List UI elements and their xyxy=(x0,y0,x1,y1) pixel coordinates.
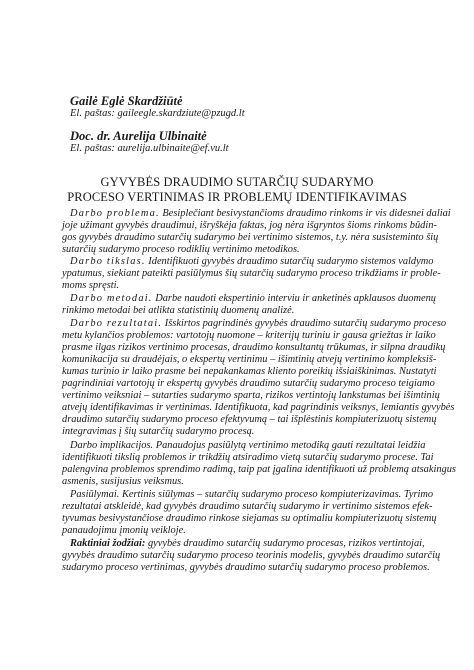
abstract-line: asmenis, susijusius veiksmus. xyxy=(62,476,184,487)
abstract-line: moms spręsti. xyxy=(62,280,120,291)
abstract-line: rezultatai atskleidė, kad gyvybės draudimo sutarčių sudarymo ir vertinimo sistemos efek- xyxy=(62,501,433,512)
abstract-line: sudarymo proceso vertinimas, gyvybės draudimo sutarčių sudarymo proceso problemos. xyxy=(62,562,430,573)
abstract-line: tyvumas besivystančiose draudimo rinkose siejamas su optimaliu kompiuterizuotų sistemų xyxy=(62,513,437,524)
abstract-line: Pasiūlymai. Kertinis siūlymas – sutarčių sudarymo proceso kompiuterizavimas. Tyrimo xyxy=(70,489,434,500)
author-name: Doc. dr. Aurelija Ulbinaitė xyxy=(70,129,207,143)
abstract-line: Darbo implikacijos. Panaudojus pasiūlytą vertinimo metodiką gauti rezultatai leidžia xyxy=(70,440,426,451)
author-email: El. paštas: gaileegle.skardziute@pzugd.lt xyxy=(70,108,245,119)
abstract-line: palengvina problemos sprendimo radimą, taip pat įgalina identifikuoti už problemą atsakingus xyxy=(62,464,456,475)
abstract-line: atvejų identifikavimas ir vertinimas. Identifikuota, kad pagrindinis veiksnys, lemiantis gyvybės xyxy=(62,402,455,413)
abstract-line: Darbo rezultatai. Išskirtos pagrindinės gyvybės draudimo sutarčių sudarymo proceso xyxy=(70,318,447,329)
abstract-line: Raktiniai žodžiai: gyvybės draudimo sutarčių sudarymo procesas, rizikos vertintojai, xyxy=(70,538,425,549)
abstract-line: sutarčių sudarymo proceso rodiklių vertinimo metodikos. xyxy=(62,244,300,255)
abstract-line: vertinimo veiksniai – sutarties sudarymo sparta, rizikos vertintojų lankstumas bei išimtinių xyxy=(62,390,440,401)
section-label: Raktiniai žodžiai: xyxy=(70,538,146,549)
abstract-line: pagrindiniai vartotojų ir ekspertų gyvybės draudimo sutarčių sudarymo proceso teigiamo xyxy=(62,378,435,389)
section-label: Pasiūlymai. xyxy=(70,489,120,500)
abstract-line: Darbo problema. Besiplečiant besivystančioms draudimo rinkoms ir vis didesnei daliai xyxy=(70,208,451,219)
section-label: Darbo tikslas. xyxy=(70,256,146,267)
abstract-line: ypatumus, siekiant pateikti pasiūlymus šių sutarčių sudarymo proceso trikdžiams ir proble- xyxy=(62,268,441,279)
abstract-line: Darbo tikslas. Identifikuoti gyvybės draudimo sutarčių sudarymo sistemos valdymo xyxy=(70,256,434,267)
author-email: El. paštas: aurelija.ulbinaite@ef.vu.lt xyxy=(70,143,229,154)
section-label: Darbo problema. xyxy=(70,208,160,219)
abstract-line: integravimas į šių sutarčių sudarymo procesą. xyxy=(62,426,255,437)
abstract-line: prasme ilgas rizikos vertinimo procesas, draudimo konsultantų trūkumas, ir silpna draudikų xyxy=(62,342,446,353)
abstract-line: joje užimant gyvybės draudimui, išryškėja faktas, jog nėra išgryntos šioms rinkoms būdin- xyxy=(62,220,437,231)
section-label: Darbo rezultatai. xyxy=(70,318,163,329)
abstract-line: metu kylančios problemos: vartotojų nuomone – kriterijų turiniu ir gausa griežtas ir laiko xyxy=(62,330,436,341)
abstract-line: rinkimo metodai bei atlikta statistinių duomenų analizė. xyxy=(62,305,295,316)
abstract-line: komunikacija su draudėjais, o ekspertų vertinimu – išimtinių atvejų vertinimo kompleksiš- xyxy=(62,354,437,365)
abstract-line: Darbo metodai. Darbe naudoti ekspertinio interviu ir anketinės apklausos duomenų xyxy=(70,293,437,304)
abstract-line: kumas turinio ir laiko prasme bei nepakankamas kliento poreikių išsiaiškinimas. Nustatyti xyxy=(62,366,437,377)
paper-title-line: GYVYBĖS DRAUDIMO SUTARČIŲ SUDARYMO xyxy=(100,175,374,189)
section-label: Darbo metodai. xyxy=(70,293,153,304)
abstract-line: panaudojimu įmonių veikloje. xyxy=(62,525,186,536)
abstract-line: identifikuoti tikslią problemos ir trikdžių atsiradimo vietą sutarčių sudarymo procese. Tai xyxy=(62,452,434,463)
abstract-line: draudimo sutarčių sudarymo proceso efektyvumą – tai išplėstinis kompiuterizuotų sistemų xyxy=(62,414,437,425)
abstract-line: gos gyvybės draudimo sutarčių sudarymo bei vertinimo sistemos, t.y. nėra susisteminto šių xyxy=(62,232,439,243)
author-name: Gailė Eglė Skardžiūtė xyxy=(70,94,183,108)
section-label: Darbo implikacijos. xyxy=(70,440,154,451)
abstract-line: gyvybės draudimo sutarčių sudarymo proceso teorinis modelis, gyvybės draudimo sutarčių xyxy=(62,550,441,561)
paper-title-line: PROCESO VERTINIMAS IR PROBLEMŲ IDENTIFIKAVIMAS xyxy=(67,190,407,204)
